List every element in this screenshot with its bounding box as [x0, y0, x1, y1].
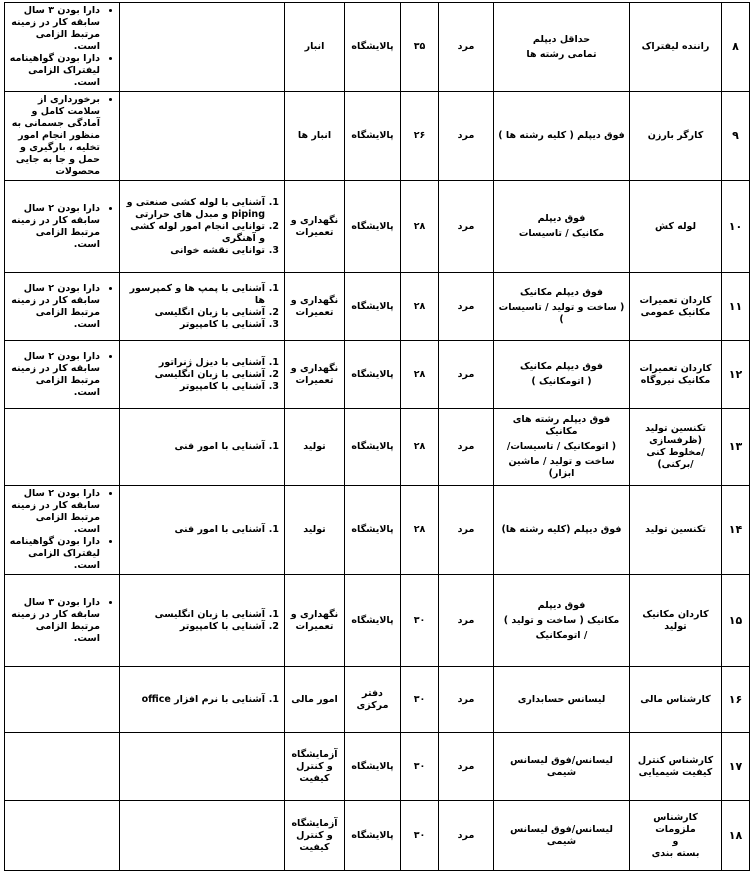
- job-title-line: (ظرفسازی: [649, 435, 702, 446]
- location-cell: پالایشگاه: [345, 3, 401, 92]
- extra-conditions-list: [8, 203, 116, 251]
- table-row: [5, 3, 750, 92]
- location-cell: پالایشگاه: [345, 801, 401, 871]
- extra-conditions-cell: [5, 733, 120, 801]
- age-cell: ۳۰: [401, 733, 439, 801]
- gender-cell: مرد: [439, 341, 494, 409]
- row-number: ۱۰: [722, 181, 750, 273]
- unit-cell: نگهداری و تعمیرات: [285, 273, 345, 341]
- table-row: [5, 92, 750, 181]
- extra-condition-item: • دارا بودن گواهینامه لیفتراک الزامی است.: [8, 53, 100, 89]
- extra-conditions-cell: [5, 486, 120, 575]
- table-row: [5, 409, 750, 486]
- education-line: فوق دیپلم رشته های مکانیک: [512, 414, 611, 437]
- education-line: فوق دیپلم ( کلیه رشته ها ): [498, 130, 625, 141]
- row-number: ۱۸: [722, 801, 750, 871]
- job-title: [630, 801, 722, 871]
- requirement-item: توانایی انجام امور لوله کشی و آهنگری: [130, 220, 265, 244]
- requirements-cell: [120, 341, 285, 409]
- job-title-line: کارشناس: [653, 811, 698, 823]
- job-title: [630, 486, 722, 575]
- education-line: لیسانس حسابداری: [517, 693, 606, 705]
- extra-conditions-cell: [5, 341, 120, 409]
- extra-conditions-cell: [5, 92, 120, 181]
- education-line: ساخت و تولید / ماشین ابزار): [508, 456, 615, 479]
- gender-cell: مرد: [439, 409, 494, 486]
- age-cell: ۲۸: [401, 486, 439, 575]
- job-title: [630, 3, 722, 92]
- requirements-list: [123, 524, 281, 536]
- job-title-line: و: [672, 835, 679, 847]
- requirement-item: آشنایی با کامپیوتر: [179, 318, 265, 330]
- extra-conditions-list: [8, 5, 116, 89]
- table-row: [5, 341, 750, 409]
- requirement-item: آشنایی با زبان انگلیسی: [154, 306, 265, 318]
- education-cell: [494, 575, 630, 667]
- unit-cell: آزمایشگاه و کنترل کیفیت: [285, 801, 345, 871]
- gender-cell: مرد: [439, 273, 494, 341]
- table-row: [5, 575, 750, 667]
- table-row: [5, 801, 750, 871]
- gender-cell: مرد: [439, 486, 494, 575]
- extra-conditions-cell: [5, 273, 120, 341]
- age-cell: ۲۸: [401, 409, 439, 486]
- age-cell: ۲۸: [401, 341, 439, 409]
- job-title-line: مکانیک نیروگاه: [640, 374, 711, 386]
- requirement-item: آشنایی با امور فنی: [174, 441, 265, 452]
- job-title: [630, 575, 722, 667]
- extra-conditions-list: [8, 94, 116, 178]
- education-line: / اتومکانیک: [535, 629, 588, 641]
- age-cell: ۳۰: [401, 575, 439, 667]
- requirements-list: [123, 283, 281, 331]
- education-line: حداقل دیپلم: [532, 33, 591, 45]
- education-line: فوق دیپلم: [537, 599, 586, 611]
- age-cell: ۳۰: [401, 801, 439, 871]
- job-title-line: تولید: [664, 620, 687, 632]
- table-body: [5, 3, 750, 871]
- extra-conditions-cell: [5, 667, 120, 733]
- job-title: [630, 409, 722, 486]
- gender-cell: مرد: [439, 3, 494, 92]
- table-row: [5, 273, 750, 341]
- requirement-item: آشنایی با کامپیوتر: [179, 380, 265, 392]
- education-line: مکانیک / تاسیسات: [518, 228, 605, 239]
- extra-conditions-cell: [5, 801, 120, 871]
- age-cell: ۳۵: [401, 3, 439, 92]
- extra-conditions-list: [8, 351, 116, 399]
- job-title: [630, 273, 722, 341]
- education-cell: [494, 733, 630, 801]
- education-line: ( اتومکانیک / تاسیسات/: [506, 441, 617, 452]
- education-line: فوق دیپلم: [537, 213, 586, 224]
- requirement-item: توانایی نقشه خوانی: [170, 244, 265, 256]
- requirement-item: آشنایی با زبان انگلیسی: [154, 368, 265, 380]
- education-line: فوق دیپلم مکانیک: [519, 361, 604, 372]
- education-line: فوق دیپلم (کلیه رشته ها): [501, 524, 622, 535]
- job-title: [630, 667, 722, 733]
- age-cell: ۲۶: [401, 92, 439, 181]
- job-title-line: لوله کش: [654, 220, 697, 232]
- education-cell: [494, 273, 630, 341]
- extra-conditions-cell: [5, 409, 120, 486]
- row-number: ۱۷: [722, 733, 750, 801]
- gender-cell: مرد: [439, 667, 494, 733]
- education-cell: [494, 409, 630, 486]
- extra-conditions-cell: [5, 575, 120, 667]
- requirements-list: [123, 197, 281, 257]
- requirement-item: آشنایی با پمپ ها و کمپرسور ها: [129, 282, 265, 306]
- row-number: ۱۶: [722, 667, 750, 733]
- gender-cell: مرد: [439, 181, 494, 273]
- requirements-cell: [120, 3, 285, 92]
- extra-condition-item: • دارا بودن ۳ سال سابقه کار در زمینه مرتبط الزامی است.: [8, 597, 100, 645]
- extra-conditions-list: [8, 597, 116, 645]
- extra-conditions-list: [8, 283, 116, 331]
- location-cell: پالایشگاه: [345, 273, 401, 341]
- education-line: لیسانس/فوق لیسانس شیمی: [510, 823, 613, 847]
- requirements-list: [123, 609, 281, 633]
- table-row: [5, 181, 750, 273]
- requirements-list: [123, 357, 281, 393]
- requirements-list: [123, 441, 281, 453]
- unit-cell: تولید: [285, 409, 345, 486]
- education-line: ( اتومکانیک ): [531, 376, 592, 387]
- education-line: لیسانس/فوق لیسانس شیمی: [510, 754, 613, 778]
- education-cell: [494, 3, 630, 92]
- unit-cell: نگهداری و تعمیرات: [285, 181, 345, 273]
- gender-cell: مرد: [439, 733, 494, 801]
- requirements-cell: [120, 92, 285, 181]
- unit-cell: آزمایشگاه و کنترل کیفیت: [285, 733, 345, 801]
- education-cell: [494, 801, 630, 871]
- age-cell: ۳۰: [401, 667, 439, 733]
- education-cell: [494, 486, 630, 575]
- unit-cell: نگهداری و تعمیرات: [285, 575, 345, 667]
- job-title: [630, 341, 722, 409]
- location-cell: پالایشگاه: [345, 341, 401, 409]
- requirements-cell: [120, 801, 285, 871]
- unit-cell: انبار: [285, 3, 345, 92]
- table-row: [5, 667, 750, 733]
- table-row: [5, 733, 750, 801]
- row-number: ۹: [722, 92, 750, 181]
- job-title-line: ملزومات: [655, 823, 696, 835]
- location-cell: پالایشگاه: [345, 181, 401, 273]
- location-cell: پالایشگاه: [345, 575, 401, 667]
- education-line: ( ساخت و تولید / تاسیسات ): [498, 302, 625, 325]
- extra-conditions-cell: [5, 3, 120, 92]
- job-title-line: کارگر بارزن: [647, 130, 704, 141]
- education-cell: [494, 181, 630, 273]
- job-title-line: /مخلوط کنی: [646, 447, 705, 458]
- row-number: ۱۴: [722, 486, 750, 575]
- job-title-line: کاردان تعمیرات: [639, 362, 712, 374]
- extra-condition-item: • برخورداری از سلامت کامل و آمادگی جسمانی به منظور انجام امور تخلیه ، بارگیری و حمل و جا به جایی محصولات: [8, 94, 100, 178]
- requirement-item: آشنایی با امور فنی: [174, 524, 265, 535]
- job-title-line: تکنسین تولید: [645, 423, 706, 434]
- education-cell: [494, 92, 630, 181]
- job-title: [630, 733, 722, 801]
- extra-condition-item: • دارا بودن گواهینامه لیفتراک الزامی است.: [8, 536, 100, 572]
- job-title-line: تکنسین تولید: [645, 524, 706, 535]
- requirements-cell: [120, 181, 285, 273]
- row-number: ۱۵: [722, 575, 750, 667]
- age-cell: ۲۸: [401, 273, 439, 341]
- row-number: ۱۳: [722, 409, 750, 486]
- job-title-line: /برکنی): [657, 459, 694, 470]
- requirements-list: [123, 694, 281, 706]
- requirements-cell: [120, 486, 285, 575]
- job-title-line: کارشناس مالی: [640, 693, 711, 705]
- extra-conditions-list: [8, 488, 116, 572]
- requirement-item: آشنایی با دیزل ژنراتور: [158, 356, 265, 368]
- extra-condition-item: • دارا بودن ۲ سال سابقه کار در زمینه مرتبط الزامی است.: [8, 283, 100, 331]
- row-number: ۱۱: [722, 273, 750, 341]
- gender-cell: مرد: [439, 801, 494, 871]
- age-cell: ۲۸: [401, 181, 439, 273]
- job-title-line: کیفیت شیمیایی: [638, 766, 713, 778]
- requirement-item: آشنایی با لوله کشی صنعتی و piping و مبدل های حرارتی: [126, 196, 265, 220]
- job-title-line: کاردان مکانیک: [642, 608, 709, 620]
- requirements-cell: [120, 273, 285, 341]
- job-title: [630, 181, 722, 273]
- row-number: ۱۲: [722, 341, 750, 409]
- extra-condition-item: • دارا بودن ۲ سال سابقه کار در زمینه مرتبط الزامی است.: [8, 488, 100, 536]
- education-line: تمامی رشته ها: [526, 48, 597, 60]
- extra-condition-item: • دارا بودن ۳ سال سابقه کار در زمینه مرتبط الزامی است.: [8, 5, 100, 53]
- location-cell: پالایشگاه: [345, 733, 401, 801]
- gender-cell: مرد: [439, 575, 494, 667]
- gender-cell: مرد: [439, 92, 494, 181]
- education-cell: [494, 341, 630, 409]
- requirements-cell: [120, 409, 285, 486]
- requirement-item: آشنایی با زبان انگلیسی: [154, 608, 265, 620]
- table-row: [5, 486, 750, 575]
- unit-cell: تولید: [285, 486, 345, 575]
- job-title: [630, 92, 722, 181]
- unit-cell: انبار ها: [285, 92, 345, 181]
- location-cell: پالایشگاه: [345, 409, 401, 486]
- location-cell: پالایشگاه: [345, 92, 401, 181]
- unit-cell: امور مالی: [285, 667, 345, 733]
- location-cell: پالایشگاه: [345, 486, 401, 575]
- job-listing-table: [4, 2, 750, 871]
- requirement-item: آشنایی با کامپیوتر: [179, 620, 265, 632]
- requirements-cell: [120, 733, 285, 801]
- job-title-line: بسته بندی: [651, 847, 700, 859]
- requirements-cell: [120, 575, 285, 667]
- job-title-line: مکانیک عمومی: [640, 306, 711, 318]
- extra-condition-item: • دارا بودن ۲ سال سابقه کار در زمینه مرتبط الزامی است.: [8, 351, 100, 399]
- row-number: ۸: [722, 3, 750, 92]
- education-cell: [494, 667, 630, 733]
- job-title-line: کارشناس کنترل: [637, 754, 714, 766]
- education-line: فوق دیپلم مکانیک: [519, 287, 604, 298]
- requirement-item: آشنایی با نرم افزار office: [141, 693, 265, 705]
- job-title-line: کاردان تعمیرات: [639, 294, 712, 306]
- unit-cell: نگهداری و تعمیرات: [285, 341, 345, 409]
- education-line: مکانیک ( ساخت و تولید ): [503, 614, 620, 626]
- requirements-cell: [120, 667, 285, 733]
- extra-conditions-cell: [5, 181, 120, 273]
- extra-condition-item: • دارا بودن ۲ سال سابقه کار در زمینه مرتبط الزامی است.: [8, 203, 100, 251]
- location-cell: دفتر مرکزی: [345, 667, 401, 733]
- job-title-line: راننده لیفتراک: [641, 41, 710, 52]
